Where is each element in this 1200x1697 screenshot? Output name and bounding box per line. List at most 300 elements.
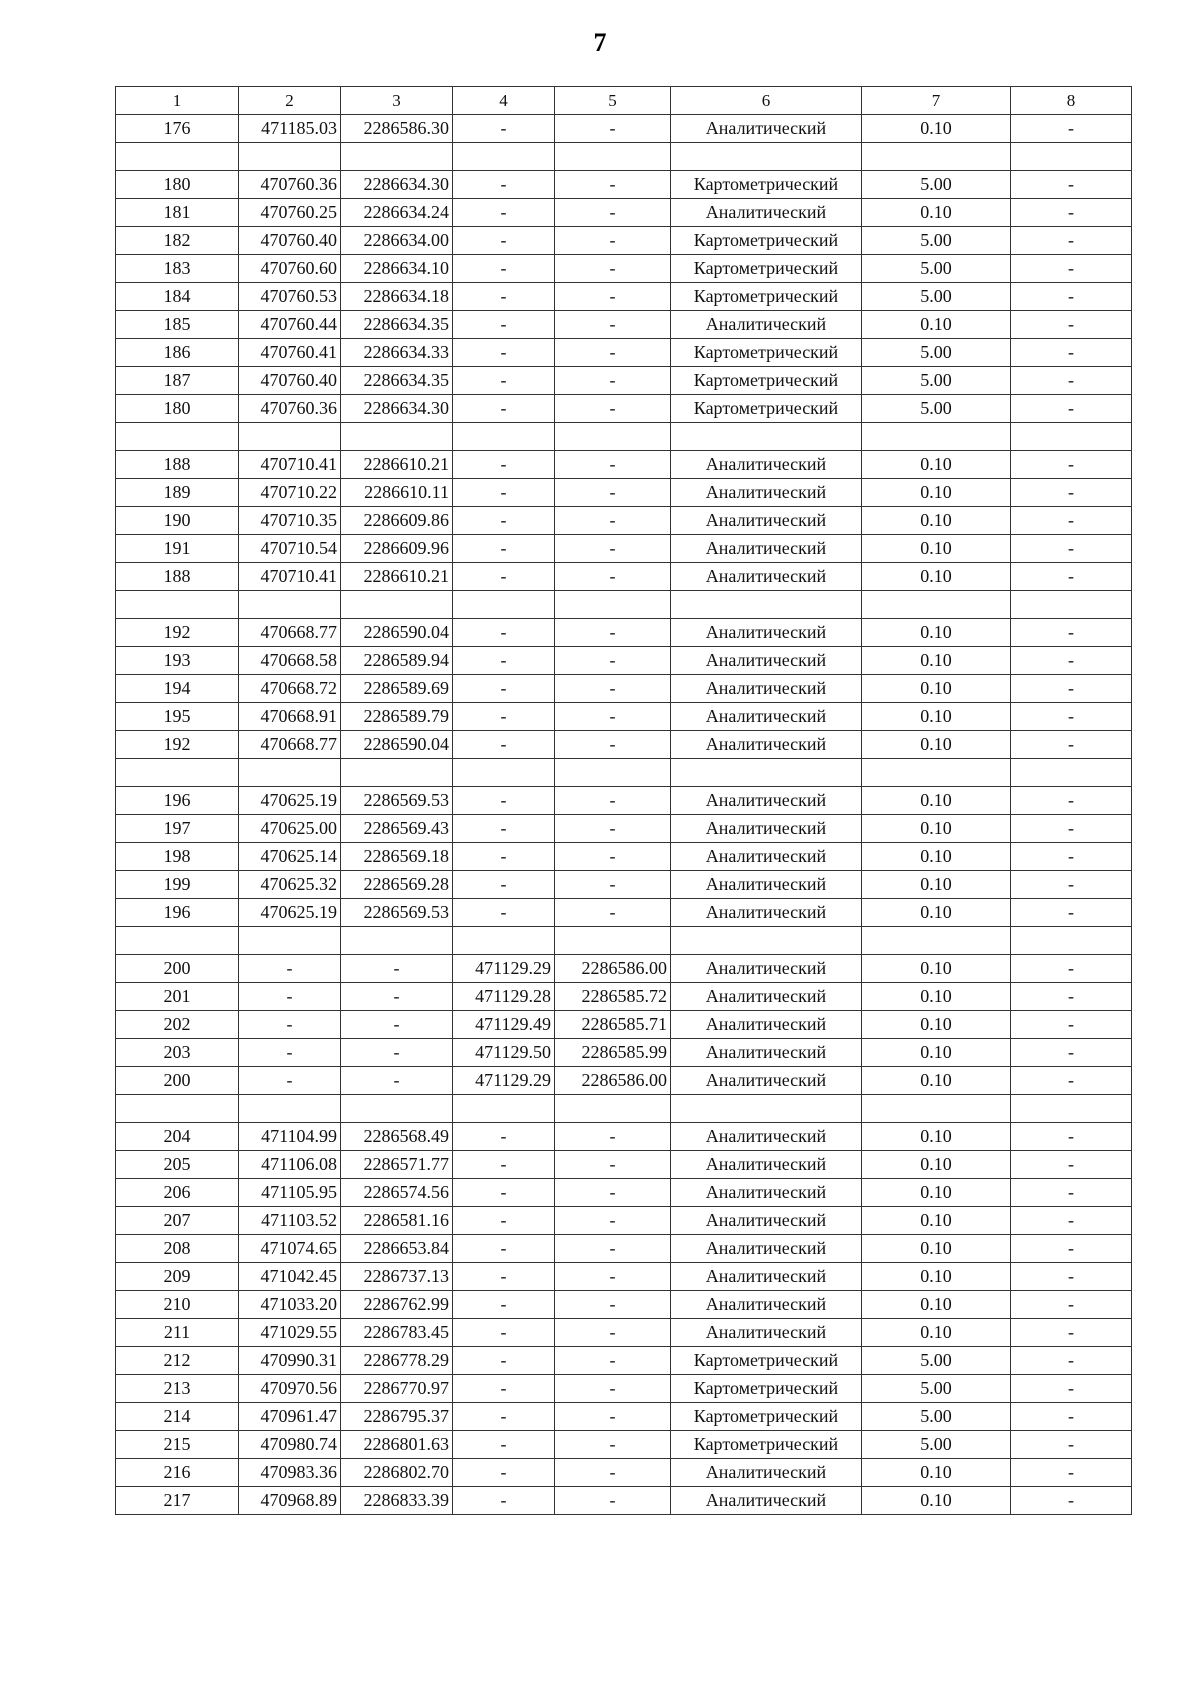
table-cell-col-3: 2286634.33 bbox=[341, 339, 453, 367]
table-cell-col-3: 2286634.30 bbox=[341, 171, 453, 199]
empty-cell bbox=[239, 143, 341, 171]
table-cell-col-1: 191 bbox=[116, 535, 239, 563]
table-cell-col-3: - bbox=[341, 1039, 453, 1067]
table-cell-col-4: - bbox=[453, 675, 555, 703]
empty-cell bbox=[239, 591, 341, 619]
table-cell-col-8: - bbox=[1011, 1235, 1132, 1263]
table-cell-col-1: 186 bbox=[116, 339, 239, 367]
table-cell-col-6: Аналитический bbox=[671, 843, 862, 871]
table-cell-col-4: - bbox=[453, 311, 555, 339]
table-cell-col-7: 5.00 bbox=[862, 283, 1011, 311]
table-cell-col-6: Картометрический bbox=[671, 367, 862, 395]
table-cell-col-5: - bbox=[555, 199, 671, 227]
table-cell-col-3: 2286610.21 bbox=[341, 563, 453, 591]
table-row bbox=[116, 899, 1132, 927]
table-cell-col-6: Картометрический bbox=[671, 1403, 862, 1431]
table-cell-col-6: Аналитический bbox=[671, 563, 862, 591]
empty-cell bbox=[671, 1095, 862, 1123]
table-cell-col-5: - bbox=[555, 731, 671, 759]
table-cell-col-4: - bbox=[453, 199, 555, 227]
table-row bbox=[116, 1431, 1132, 1459]
table-cell-col-4: - bbox=[453, 1347, 555, 1375]
empty-cell bbox=[555, 423, 671, 451]
table-cell-col-6: Аналитический bbox=[671, 1039, 862, 1067]
table-cell-col-8: - bbox=[1011, 1487, 1132, 1515]
table-cell-col-4: - bbox=[453, 367, 555, 395]
table-row bbox=[116, 1487, 1132, 1515]
empty-cell bbox=[453, 143, 555, 171]
table-cell-col-5: - bbox=[555, 1263, 671, 1291]
table-cell-col-5: - bbox=[555, 1235, 671, 1263]
table-row bbox=[116, 395, 1132, 423]
table-cell-col-5: 2286585.99 bbox=[555, 1039, 671, 1067]
table-cell-col-4: - bbox=[453, 815, 555, 843]
table-row bbox=[116, 1375, 1132, 1403]
table-row bbox=[116, 1151, 1132, 1179]
table-cell-col-2: 470760.36 bbox=[239, 395, 341, 423]
table-cell-col-4: - bbox=[453, 1375, 555, 1403]
table-cell-col-6: Аналитический bbox=[671, 1123, 862, 1151]
table-row bbox=[116, 367, 1132, 395]
table-row bbox=[116, 1179, 1132, 1207]
table-cell-col-4: - bbox=[453, 731, 555, 759]
table-cell-col-6: Аналитический bbox=[671, 787, 862, 815]
empty-cell bbox=[862, 927, 1011, 955]
separator-row bbox=[116, 1095, 1132, 1123]
table-cell-col-4: 471129.49 bbox=[453, 1011, 555, 1039]
table-cell-col-6: Аналитический bbox=[671, 1487, 862, 1515]
empty-cell bbox=[116, 143, 239, 171]
empty-cell bbox=[453, 1095, 555, 1123]
empty-cell bbox=[116, 927, 239, 955]
empty-cell bbox=[1011, 591, 1132, 619]
empty-cell bbox=[341, 423, 453, 451]
table-row bbox=[116, 283, 1132, 311]
table-cell-col-3: 2286568.49 bbox=[341, 1123, 453, 1151]
table-cell-col-2: 471106.08 bbox=[239, 1151, 341, 1179]
table-cell-col-5: 2286586.00 bbox=[555, 1067, 671, 1095]
table-cell-col-1: 202 bbox=[116, 1011, 239, 1039]
table-cell-col-3: 2286634.10 bbox=[341, 255, 453, 283]
table-cell-col-6: Аналитический bbox=[671, 675, 862, 703]
table-cell-col-4: - bbox=[453, 899, 555, 927]
table-cell-col-3: 2286634.24 bbox=[341, 199, 453, 227]
table-cell-col-6: Аналитический bbox=[671, 451, 862, 479]
table-cell-col-8: - bbox=[1011, 339, 1132, 367]
table-cell-col-1: 204 bbox=[116, 1123, 239, 1151]
empty-cell bbox=[239, 1095, 341, 1123]
table-cell-col-4: - bbox=[453, 619, 555, 647]
table-cell-col-7: 0.10 bbox=[862, 1319, 1011, 1347]
empty-cell bbox=[671, 143, 862, 171]
empty-cell bbox=[1011, 423, 1132, 451]
table-cell-col-2: 470760.25 bbox=[239, 199, 341, 227]
table-cell-col-8: - bbox=[1011, 1375, 1132, 1403]
table-cell-col-7: 0.10 bbox=[862, 703, 1011, 731]
table-cell-col-1: 182 bbox=[116, 227, 239, 255]
table-cell-col-4: - bbox=[453, 1291, 555, 1319]
table-cell-col-3: 2286634.18 bbox=[341, 283, 453, 311]
table-cell-col-8: - bbox=[1011, 619, 1132, 647]
table-cell-col-6: Картометрический bbox=[671, 227, 862, 255]
table-cell-col-2: 470625.14 bbox=[239, 843, 341, 871]
table-cell-col-3: 2286610.21 bbox=[341, 451, 453, 479]
table-cell-col-8: - bbox=[1011, 1459, 1132, 1487]
table-cell-col-6: Аналитический bbox=[671, 703, 862, 731]
table-cell-col-4: - bbox=[453, 283, 555, 311]
table-cell-col-8: - bbox=[1011, 815, 1132, 843]
header-row bbox=[116, 87, 1132, 115]
table-cell-col-7: 0.10 bbox=[862, 451, 1011, 479]
table-cell-col-3: 2286795.37 bbox=[341, 1403, 453, 1431]
table-cell-col-5: - bbox=[555, 395, 671, 423]
table-cell-col-7: 0.10 bbox=[862, 1123, 1011, 1151]
table-cell-col-1: 189 bbox=[116, 479, 239, 507]
table-cell-col-1: 192 bbox=[116, 619, 239, 647]
table-cell-col-7: 0.10 bbox=[862, 1235, 1011, 1263]
table-cell-col-1: 188 bbox=[116, 451, 239, 479]
table-cell-col-1: 183 bbox=[116, 255, 239, 283]
table-cell-col-7: 0.10 bbox=[862, 563, 1011, 591]
table-cell-col-4: - bbox=[453, 787, 555, 815]
table-row bbox=[116, 675, 1132, 703]
table-cell-col-5: - bbox=[555, 1459, 671, 1487]
table-cell-col-8: - bbox=[1011, 1011, 1132, 1039]
empty-cell bbox=[555, 759, 671, 787]
table-cell-col-2: 470970.56 bbox=[239, 1375, 341, 1403]
table-cell-col-8: - bbox=[1011, 1179, 1132, 1207]
table-cell-col-7: 0.10 bbox=[862, 1151, 1011, 1179]
table-cell-col-2: 470760.44 bbox=[239, 311, 341, 339]
table-cell-col-2: 471103.52 bbox=[239, 1207, 341, 1235]
table-cell-col-2: 470961.47 bbox=[239, 1403, 341, 1431]
table-cell-col-2: 470760.60 bbox=[239, 255, 341, 283]
table-cell-col-4: 471129.28 bbox=[453, 983, 555, 1011]
table-row bbox=[116, 339, 1132, 367]
table-cell-col-2: 470983.36 bbox=[239, 1459, 341, 1487]
table-cell-col-3: 2286569.43 bbox=[341, 815, 453, 843]
table-cell-col-8: - bbox=[1011, 563, 1132, 591]
table-cell-col-2: 470760.36 bbox=[239, 171, 341, 199]
table-cell-col-1: 211 bbox=[116, 1319, 239, 1347]
column-header-2: 2 bbox=[239, 87, 341, 115]
table-cell-col-8: - bbox=[1011, 871, 1132, 899]
table-cell-col-6: Картометрический bbox=[671, 1375, 862, 1403]
empty-cell bbox=[453, 423, 555, 451]
table-cell-col-2: 470625.19 bbox=[239, 787, 341, 815]
column-header-6: 6 bbox=[671, 87, 862, 115]
table-cell-col-4: - bbox=[453, 1151, 555, 1179]
table-cell-col-4: - bbox=[453, 339, 555, 367]
table-row bbox=[116, 255, 1132, 283]
table-cell-col-3: 2286770.97 bbox=[341, 1375, 453, 1403]
table-cell-col-4: - bbox=[453, 1207, 555, 1235]
table-cell-col-7: 0.10 bbox=[862, 843, 1011, 871]
empty-cell bbox=[453, 927, 555, 955]
empty-cell bbox=[555, 1095, 671, 1123]
table-cell-col-4: - bbox=[453, 1319, 555, 1347]
table-cell-col-6: Картометрический bbox=[671, 1347, 862, 1375]
table-cell-col-7: 0.10 bbox=[862, 1459, 1011, 1487]
table-cell-col-7: 0.10 bbox=[862, 115, 1011, 143]
table-cell-col-8: - bbox=[1011, 227, 1132, 255]
table-cell-col-8: - bbox=[1011, 535, 1132, 563]
table-cell-col-7: 0.10 bbox=[862, 1207, 1011, 1235]
table-cell-col-7: 0.10 bbox=[862, 1039, 1011, 1067]
table-cell-col-1: 180 bbox=[116, 171, 239, 199]
table-cell-col-7: 0.10 bbox=[862, 983, 1011, 1011]
table-cell-col-6: Картометрический bbox=[671, 255, 862, 283]
table-cell-col-3: - bbox=[341, 955, 453, 983]
table-row bbox=[116, 843, 1132, 871]
table-cell-col-7: 0.10 bbox=[862, 815, 1011, 843]
table-cell-col-2: 470668.58 bbox=[239, 647, 341, 675]
table-cell-col-1: 207 bbox=[116, 1207, 239, 1235]
table-cell-col-5: - bbox=[555, 339, 671, 367]
table-cell-col-1: 181 bbox=[116, 199, 239, 227]
table-cell-col-5: - bbox=[555, 1151, 671, 1179]
table-cell-col-1: 198 bbox=[116, 843, 239, 871]
table-cell-col-2: 471042.45 bbox=[239, 1263, 341, 1291]
table-cell-col-6: Аналитический bbox=[671, 1459, 862, 1487]
table-cell-col-5: - bbox=[555, 115, 671, 143]
empty-cell bbox=[116, 591, 239, 619]
table-cell-col-7: 5.00 bbox=[862, 1375, 1011, 1403]
table-cell-col-8: - bbox=[1011, 1291, 1132, 1319]
empty-cell bbox=[1011, 1095, 1132, 1123]
empty-cell bbox=[116, 759, 239, 787]
table-row bbox=[116, 1291, 1132, 1319]
table-cell-col-5: - bbox=[555, 1347, 671, 1375]
table-cell-col-2: 470760.40 bbox=[239, 227, 341, 255]
empty-cell bbox=[671, 591, 862, 619]
table-cell-col-8: - bbox=[1011, 395, 1132, 423]
table-cell-col-7: 0.10 bbox=[862, 871, 1011, 899]
table-cell-col-1: 205 bbox=[116, 1151, 239, 1179]
table-cell-col-5: - bbox=[555, 171, 671, 199]
table-cell-col-2: 470968.89 bbox=[239, 1487, 341, 1515]
table-cell-col-1: 194 bbox=[116, 675, 239, 703]
table-cell-col-2: 470625.32 bbox=[239, 871, 341, 899]
table-cell-col-8: - bbox=[1011, 199, 1132, 227]
table-cell-col-1: 197 bbox=[116, 815, 239, 843]
table-row bbox=[116, 787, 1132, 815]
table-cell-col-3: 2286590.04 bbox=[341, 619, 453, 647]
table-row bbox=[116, 535, 1132, 563]
table-cell-col-8: - bbox=[1011, 731, 1132, 759]
table-cell-col-5: - bbox=[555, 675, 671, 703]
table-cell-col-6: Картометрический bbox=[671, 283, 862, 311]
table-cell-col-8: - bbox=[1011, 899, 1132, 927]
table-cell-col-7: 5.00 bbox=[862, 1403, 1011, 1431]
table-cell-col-8: - bbox=[1011, 1067, 1132, 1095]
empty-cell bbox=[1011, 143, 1132, 171]
table-cell-col-7: 0.10 bbox=[862, 479, 1011, 507]
separator-row bbox=[116, 423, 1132, 451]
table-cell-col-3: 2286609.96 bbox=[341, 535, 453, 563]
table-row bbox=[116, 1235, 1132, 1263]
table-cell-col-5: - bbox=[555, 1431, 671, 1459]
table-cell-col-2: 470668.72 bbox=[239, 675, 341, 703]
table-cell-col-5: - bbox=[555, 367, 671, 395]
table-cell-col-4: - bbox=[453, 1263, 555, 1291]
table-cell-col-4: 471129.50 bbox=[453, 1039, 555, 1067]
table-cell-col-5: - bbox=[555, 1375, 671, 1403]
column-header-1: 1 bbox=[116, 87, 239, 115]
table-cell-col-6: Аналитический bbox=[671, 871, 862, 899]
table-cell-col-5: - bbox=[555, 227, 671, 255]
column-header-8: 8 bbox=[1011, 87, 1132, 115]
table-cell-col-8: - bbox=[1011, 367, 1132, 395]
table-cell-col-5: - bbox=[555, 647, 671, 675]
table-cell-col-6: Аналитический bbox=[671, 619, 862, 647]
table-cell-col-7: 0.10 bbox=[862, 731, 1011, 759]
table-cell-col-3: 2286801.63 bbox=[341, 1431, 453, 1459]
table-cell-col-3: 2286634.00 bbox=[341, 227, 453, 255]
table-cell-col-4: - bbox=[453, 395, 555, 423]
table-cell-col-4: - bbox=[453, 1123, 555, 1151]
table-cell-col-2: 470980.74 bbox=[239, 1431, 341, 1459]
table-row bbox=[116, 647, 1132, 675]
empty-cell bbox=[239, 423, 341, 451]
table-cell-col-6: Аналитический bbox=[671, 899, 862, 927]
table-cell-col-5: - bbox=[555, 871, 671, 899]
empty-cell bbox=[116, 1095, 239, 1123]
table-cell-col-2: 471029.55 bbox=[239, 1319, 341, 1347]
table-cell-col-5: - bbox=[555, 619, 671, 647]
table-cell-col-1: 196 bbox=[116, 787, 239, 815]
table-cell-col-2: - bbox=[239, 955, 341, 983]
table-cell-col-7: 0.10 bbox=[862, 647, 1011, 675]
empty-cell bbox=[453, 759, 555, 787]
table-cell-col-5: - bbox=[555, 283, 671, 311]
empty-cell bbox=[341, 1095, 453, 1123]
table-cell-col-8: - bbox=[1011, 311, 1132, 339]
empty-cell bbox=[239, 927, 341, 955]
separator-row bbox=[116, 143, 1132, 171]
table-cell-col-6: Аналитический bbox=[671, 1291, 862, 1319]
table-cell-col-1: 206 bbox=[116, 1179, 239, 1207]
table-cell-col-3: 2286589.94 bbox=[341, 647, 453, 675]
table-cell-col-2: 471185.03 bbox=[239, 115, 341, 143]
table-cell-col-2: 470710.41 bbox=[239, 563, 341, 591]
table-cell-col-6: Картометрический bbox=[671, 395, 862, 423]
table-cell-col-7: 5.00 bbox=[862, 339, 1011, 367]
table-cell-col-6: Аналитический bbox=[671, 1319, 862, 1347]
table-cell-col-6: Аналитический bbox=[671, 479, 862, 507]
table-cell-col-1: 210 bbox=[116, 1291, 239, 1319]
table-cell-col-4: - bbox=[453, 1403, 555, 1431]
table-cell-col-2: 470710.35 bbox=[239, 507, 341, 535]
table-cell-col-4: - bbox=[453, 1179, 555, 1207]
table-cell-col-4: 471129.29 bbox=[453, 955, 555, 983]
table-cell-col-4: - bbox=[453, 535, 555, 563]
table-cell-col-1: 180 bbox=[116, 395, 239, 423]
table-cell-col-1: 214 bbox=[116, 1403, 239, 1431]
table-cell-col-5: 2286585.72 bbox=[555, 983, 671, 1011]
table-cell-col-1: 187 bbox=[116, 367, 239, 395]
table-cell-col-3: 2286589.79 bbox=[341, 703, 453, 731]
table-cell-col-4: - bbox=[453, 451, 555, 479]
empty-cell bbox=[555, 143, 671, 171]
table-cell-col-6: Аналитический bbox=[671, 1151, 862, 1179]
page-number: 7 bbox=[593, 28, 607, 57]
table-cell-col-8: - bbox=[1011, 1319, 1132, 1347]
table-cell-col-6: Аналитический bbox=[671, 1011, 862, 1039]
table-cell-col-3: - bbox=[341, 1067, 453, 1095]
table-cell-col-2: 471105.95 bbox=[239, 1179, 341, 1207]
table-cell-col-3: 2286634.35 bbox=[341, 311, 453, 339]
table-cell-col-8: - bbox=[1011, 955, 1132, 983]
table-cell-col-5: - bbox=[555, 1403, 671, 1431]
table-row bbox=[116, 1011, 1132, 1039]
table-cell-col-7: 0.10 bbox=[862, 619, 1011, 647]
table-cell-col-7: 0.10 bbox=[862, 1011, 1011, 1039]
table-cell-col-3: 2286762.99 bbox=[341, 1291, 453, 1319]
table-cell-col-4: - bbox=[453, 171, 555, 199]
table-cell-col-4: - bbox=[453, 255, 555, 283]
empty-cell bbox=[862, 759, 1011, 787]
table-cell-col-3: 2286590.04 bbox=[341, 731, 453, 759]
table-cell-col-7: 5.00 bbox=[862, 227, 1011, 255]
table-row bbox=[116, 955, 1132, 983]
table-cell-col-4: - bbox=[453, 1487, 555, 1515]
table-cell-col-1: 200 bbox=[116, 1067, 239, 1095]
table-cell-col-2: - bbox=[239, 983, 341, 1011]
table-cell-col-5: - bbox=[555, 255, 671, 283]
table-cell-col-4: - bbox=[453, 703, 555, 731]
table-cell-col-2: 471104.99 bbox=[239, 1123, 341, 1151]
table-cell-col-4: - bbox=[453, 871, 555, 899]
table-cell-col-5: - bbox=[555, 1123, 671, 1151]
table-row bbox=[116, 227, 1132, 255]
table-cell-col-7: 5.00 bbox=[862, 395, 1011, 423]
table-cell-col-8: - bbox=[1011, 787, 1132, 815]
table-cell-col-8: - bbox=[1011, 1151, 1132, 1179]
table-cell-col-7: 0.10 bbox=[862, 507, 1011, 535]
table-row bbox=[116, 563, 1132, 591]
table-cell-col-7: 0.10 bbox=[862, 535, 1011, 563]
table-cell-col-1: 185 bbox=[116, 311, 239, 339]
empty-cell bbox=[341, 927, 453, 955]
table-cell-col-4: - bbox=[453, 507, 555, 535]
table-cell-col-8: - bbox=[1011, 843, 1132, 871]
table-cell-col-1: 212 bbox=[116, 1347, 239, 1375]
table-row bbox=[116, 815, 1132, 843]
table-cell-col-8: - bbox=[1011, 1039, 1132, 1067]
table-cell-col-7: 0.10 bbox=[862, 675, 1011, 703]
table-cell-col-5: - bbox=[555, 563, 671, 591]
table-cell-col-6: Аналитический bbox=[671, 115, 862, 143]
table-cell-col-5: - bbox=[555, 899, 671, 927]
empty-cell bbox=[116, 423, 239, 451]
table-cell-col-2: 470990.31 bbox=[239, 1347, 341, 1375]
table-cell-col-5: - bbox=[555, 1179, 671, 1207]
table-cell-col-4: - bbox=[453, 647, 555, 675]
table-cell-col-1: 215 bbox=[116, 1431, 239, 1459]
table-cell-col-1: 196 bbox=[116, 899, 239, 927]
table-cell-col-3: 2286609.86 bbox=[341, 507, 453, 535]
table-cell-col-5: 2286586.00 bbox=[555, 955, 671, 983]
table-cell-col-5: - bbox=[555, 1207, 671, 1235]
table-row bbox=[116, 1067, 1132, 1095]
empty-cell bbox=[1011, 759, 1132, 787]
table-cell-col-8: - bbox=[1011, 255, 1132, 283]
table-cell-col-8: - bbox=[1011, 983, 1132, 1011]
empty-cell bbox=[671, 927, 862, 955]
table-row bbox=[116, 1403, 1132, 1431]
table-cell-col-1: 188 bbox=[116, 563, 239, 591]
